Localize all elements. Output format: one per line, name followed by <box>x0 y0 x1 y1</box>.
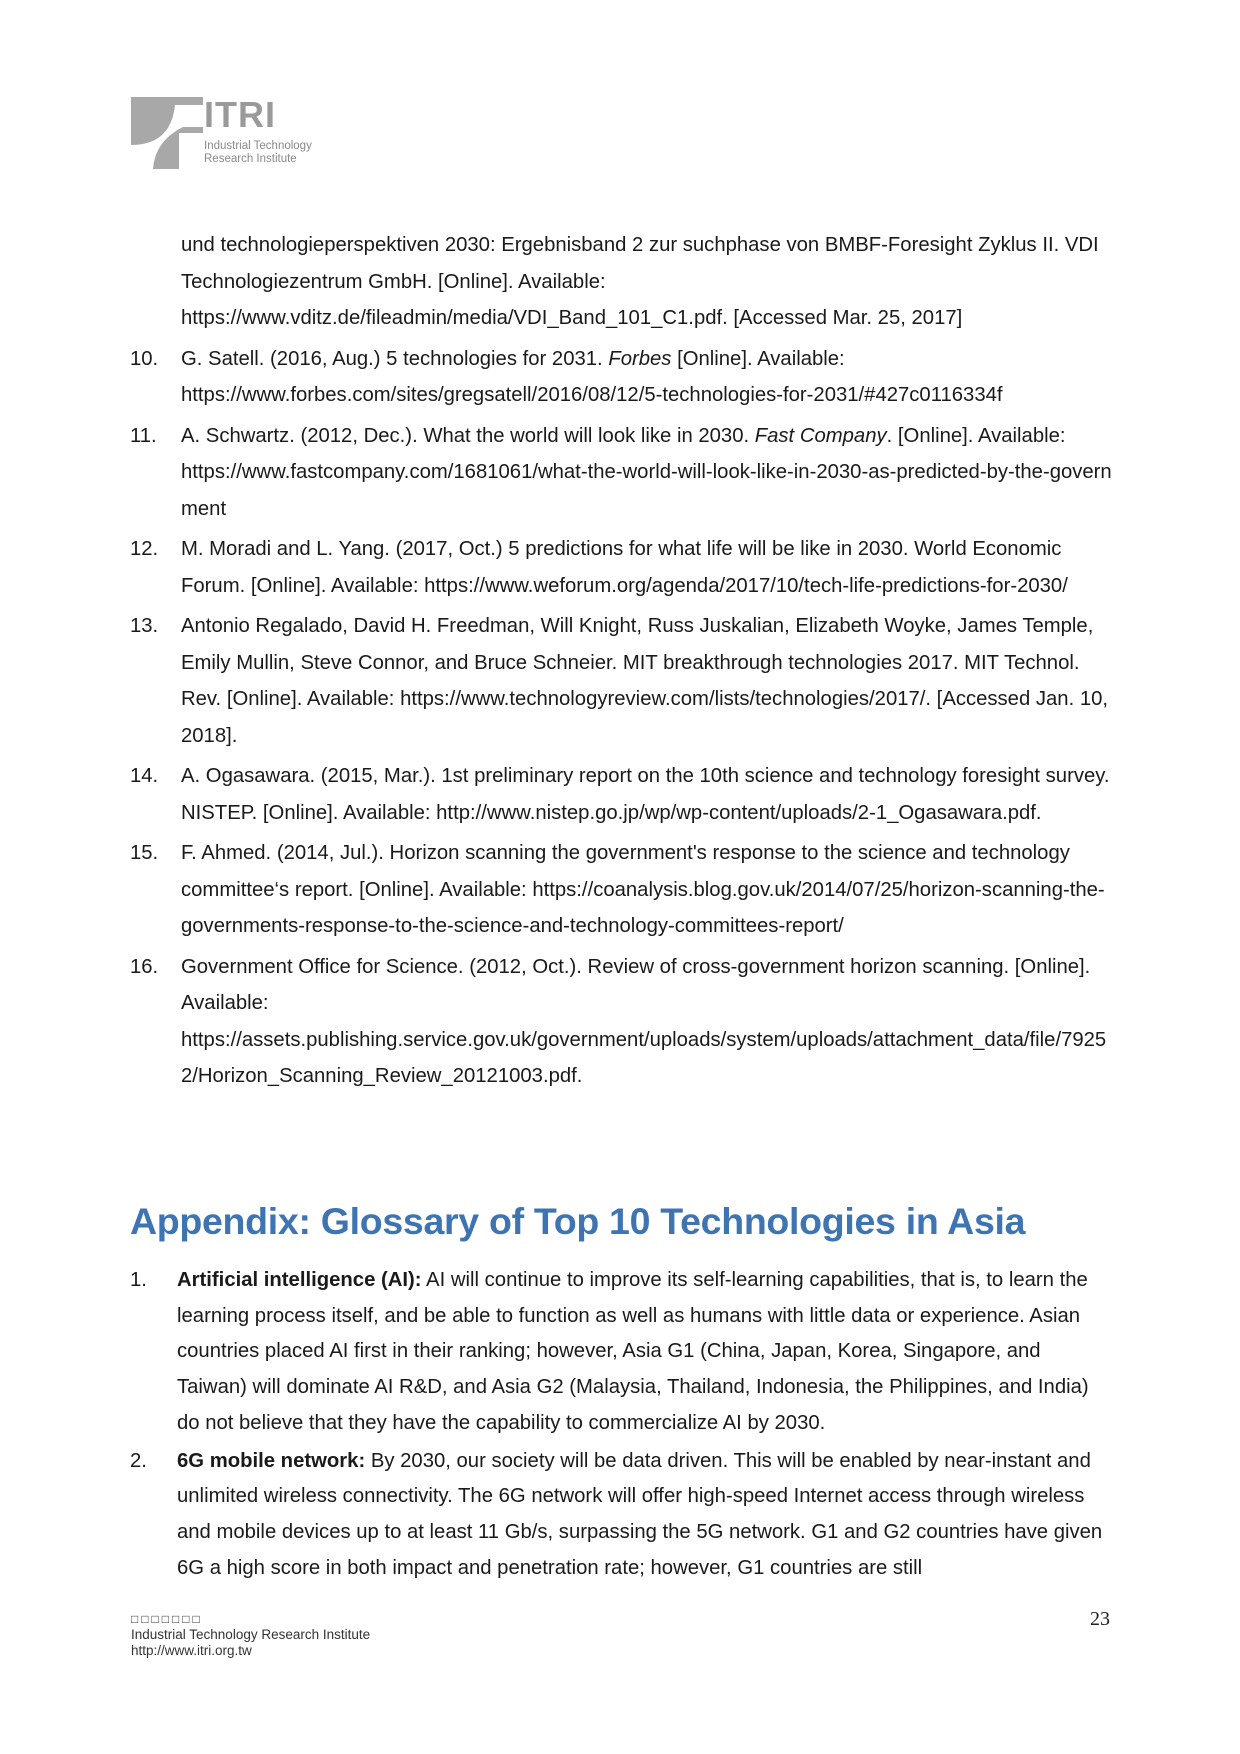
reference-text: G. Satell. (2016, Aug.) 5 technologies for 2031. <box>181 347 609 370</box>
reference-url[interactable]: https://www.forbes.com/sites/gregsatell/2016/08/12/5-technologies-for-2031/#427c0116334f <box>181 384 1003 406</box>
reference-url[interactable]: https://assets.publishing.service.gov.uk/government/uploads/system/uploads/attachment_data/file/79252/Horizon_Scanning_Review_20121003.pdf. <box>181 1028 1107 1087</box>
reference-item <box>130 227 1120 337</box>
reference-item <box>130 949 1120 1095</box>
reference-url[interactable]: https://www.vditz.de/fileadmin/media/VDI_Band_101_C1.pdf. [Accessed Mar. 25, 2017] <box>181 307 963 329</box>
appendix-heading: Appendix: Glossary of Top 10 Technologies in Asia <box>130 1200 1026 1242</box>
logo-line-2: Research Institute <box>204 153 297 165</box>
reference-source: Fast Company <box>754 424 887 447</box>
glossary-term: 6G mobile network: <box>177 1449 366 1472</box>
logo-abbreviation: ITRI <box>204 94 276 135</box>
reference-number: 16. <box>130 955 159 978</box>
reference-item <box>130 531 1120 604</box>
reference-number: 11. <box>130 424 157 447</box>
itri-logo <box>131 94 361 169</box>
reference-text: Government Office for Science. (2012, Oct.). Review of cross-government horizon scanning. [Online]. Available: <box>181 955 1091 1014</box>
glossary-number: 1. <box>130 1269 147 1291</box>
reference-text: Antonio Regalado, David H. Freedman, Will Knight, Russ Juskalian, Elizabeth Woyke, James Temple, Emily Mullin, Steve Connor, and Bruce Schneier. MIT breakthrough technologies 2017. MIT Technol. Rev. [Online]. Available: https://www.technologyreview.com/lists/technologies/2017/. [Accessed Jan. 10, 2018]. <box>181 615 1109 747</box>
glossary-definition: By 2030, our society will be data driven. This will be enabled by near-instant and unlimited wireless connectivity. The 6G network will offer high-speed Internet access through wireless and mobile devices up to at least 11 Gb/s, surpassing the 5G network. G1 and G2 countries have given 6G a high score in both impact and penetration rate; however, G1 countries are still <box>177 1449 1103 1579</box>
reference-text: A. Ogasawara. (2015, Mar.). 1st preliminary report on the 10th science and technology foresight survey. NISTEP. [Online]. Available: http://www.nistep.go.jp/wp/wp-content/uploads/2-1_Ogasawara.pdf. <box>181 765 1110 824</box>
reference-text-tail: [Online]. Available: <box>671 347 845 370</box>
glossary-list <box>130 1263 1115 1588</box>
reference-item <box>130 835 1120 945</box>
reference-item <box>130 418 1120 528</box>
footer-organization: Industrial Technology Research Institute <box>131 1627 371 1642</box>
glossary-number: 2. <box>130 1449 147 1472</box>
reference-url[interactable]: https://www.fastcompany.com/1681061/what-the-world-will-look-like-in-2030-as-predicted-by-the-government <box>181 461 1112 520</box>
reference-number: 14. <box>130 765 159 787</box>
reference-number: 10. <box>130 347 159 370</box>
reference-text: und technologieperspektiven 2030: Ergebnisband 2 zur suchphase von BMBF-Foresight Zyklus II. VDI Technologiezentrum GmbH. [Online]. Available: <box>181 234 1099 293</box>
footer-url[interactable]: http://www.itri.org.tw <box>131 1643 252 1658</box>
reference-text: M. Moradi and L. Yang. (2017, Oct.) 5 predictions for what life will be like in 2030. World Economic Forum. [Online]. Available: https://www.weforum.org/agenda/2017/10/tech-life-predictions-for-2030/ <box>181 538 1068 597</box>
page-number: 23 <box>1090 1608 1110 1630</box>
reference-number: 13. <box>130 615 159 637</box>
footer-missing-glyphs: □□□□□□□ <box>131 1612 203 1626</box>
reference-item <box>130 608 1120 754</box>
reference-text: F. Ahmed. (2014, Jul.). Horizon scanning the government's response to the science and technology committee‘s report. [Online]. Available: https://coanalysis.blog.gov.uk/2014/07/25/horizon-scanning-the-governments-response-to-the-science-and-technology-committees-report/ <box>181 842 1105 937</box>
reference-number: 12. <box>130 538 159 560</box>
references-list <box>130 227 1120 1099</box>
reference-text-tail: . [Online]. Available: <box>886 424 1066 447</box>
reference-item <box>130 341 1120 414</box>
glossary-item <box>130 1263 1115 1442</box>
footer <box>131 1611 370 1659</box>
reference-source: Forbes <box>608 347 672 370</box>
reference-number: 15. <box>130 842 159 864</box>
itri-logo-mark-icon <box>131 97 203 169</box>
glossary-term: Artificial intelligence (AI): <box>177 1269 422 1291</box>
glossary-item <box>130 1444 1115 1587</box>
glossary-definition: AI will continue to improve its self-learning capabilities, that is, to learn the learning process itself, and be able to function as well as humans with little data or experience. Asian countries placed AI first in their ranking; however, Asia G1 (China, Japan, Korea, Singapore, and Taiwan) will dominate AI R&D, and Asia G2 (Malaysia, Thailand, Indonesia, the Philippines, and India) do not believe that they have the capability to commercialize AI by 2030. <box>177 1269 1089 1434</box>
reference-text: A. Schwartz. (2012, Dec.). What the world will look like in 2030. <box>181 424 755 447</box>
logo-line-1: Industrial Technology <box>204 140 312 152</box>
reference-item <box>130 758 1120 831</box>
